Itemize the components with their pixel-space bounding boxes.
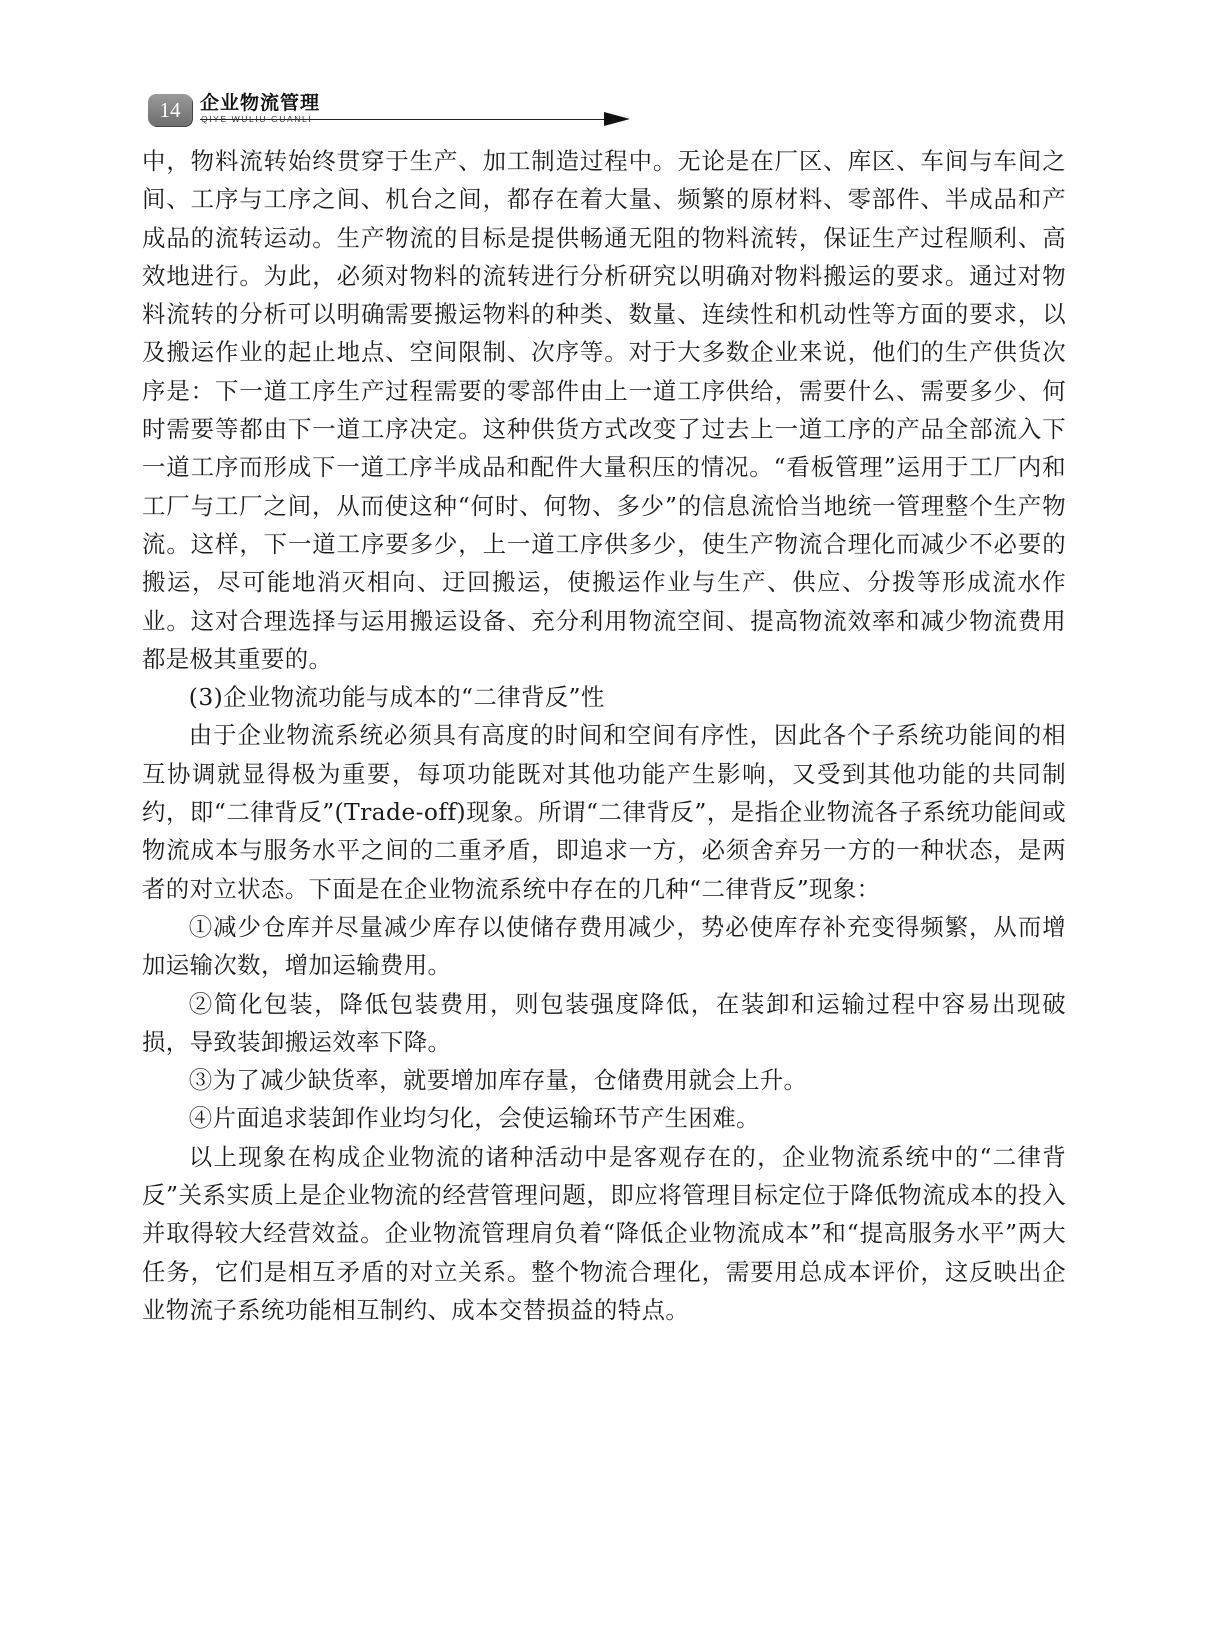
book-title-pinyin: QIYE WULIU GUANLI — [201, 114, 313, 124]
paragraph: 以上现象在构成企业物流的诸种活动中是客观存在的，企业物流系统中的“二律背反”关系实质上是企业物流的经营管理问题，即应将管理目标定位于降低物流成本的投入并取得较大经营效益。企业物流管理肩负着“降低企业物流成本”和“提高服务水平”两大任务，它们是相互矛盾的对立关系。整个物流合理化，需要用总成本评价，这反映出企业物流子系统功能相互制约、成本交替损益的特点。 — [142, 1142, 1066, 1324]
running-header — [148, 92, 638, 132]
body-text — [142, 142, 1066, 1329]
list-item: ④片面追求装卸作业均匀化，会使运输环节产生困难。 — [188, 1104, 760, 1133]
list-item: ②简化包装，降低包装费用，则包装强度降低，在装卸和运输过程中容易出现破损，导致装卸搬运效率下降。 — [142, 989, 1066, 1056]
paragraph-continuation: 中，物料流转始终贯穿于生产、加工制造过程中。无论是在厂区、库区、车间与车间之间、工序与工序之间、机台之间，都存在着大量、频繁的原材料、零部件、半成品和产成品的流转运动。生产物流的目标是提供畅通无阻的物料流转，保证生产过程顺利、高效地进行。为此，必须对物料的流转进行分析研究以明确对物料搬运的要求。通过对物料流转的分析可以明确需要搬运物料的种类、数量、连续性和机动性等方面的要求，以及搬运作业的起止地点、空间限制、次序等。对于大多数企业来说，他们的生产供货次序是：下一道工序生产过程需要的零部件由上一道工序供给，需要什么、需要多少、何时需要等都由下一道工序决定。这种供货方式改变了过去上一道工序的产品全部流入下一道工序而形成下一道工序半成品和配件大量积压的情况。“看板管理”运用于工厂内和工厂与工厂之间，从而使这种“何时、何物、多少”的信息流恰当地统一管理整个生产物流。这样，下一道工序要多少，上一道工序供多少，使生产物流合理化而减少不必要的搬运，尽可能地消灭相向、迂回搬运，使搬运作业与生产、供应、分拨等形成流水作业。这对合理选择与运用搬运设备、充分利用物流空间、提高物流效率和减少物流费用都是极其重要的。 — [142, 147, 1066, 673]
list-item: ③为了减少缺货率，就要增加库存量，仓储费用就会上升。 — [188, 1066, 808, 1095]
page-number-badge: 14 — [148, 94, 192, 126]
section-heading: (3)企业物流功能与成本的“二律背反”性 — [188, 683, 605, 712]
header-arrow-icon — [604, 112, 630, 126]
paragraph: 由于企业物流系统必须具有高度的时间和空间有序性，因此各个子系统功能间的相互协调就显得极为重要，每项功能既对其他功能产生影响，又受到其他功能的共同制约，即“二律背反”(Trade-off)现象。所谓“二律背反”，是指企业物流各子系统功能间或物流成本与服务水平之间的二重矛盾，即追求一方，必须舍弃另一方的一种状态，是两者的对立状态。下面是在企业物流系统中存在的几种“二律背反”现象： — [142, 721, 1066, 903]
list-item: ①减少仓库并尽量减少库存以使储存费用减少，势必使库存补充变得频繁，从而增加运输次数，增加运输费用。 — [142, 912, 1066, 980]
book-title: 企业物流管理 — [200, 92, 321, 114]
